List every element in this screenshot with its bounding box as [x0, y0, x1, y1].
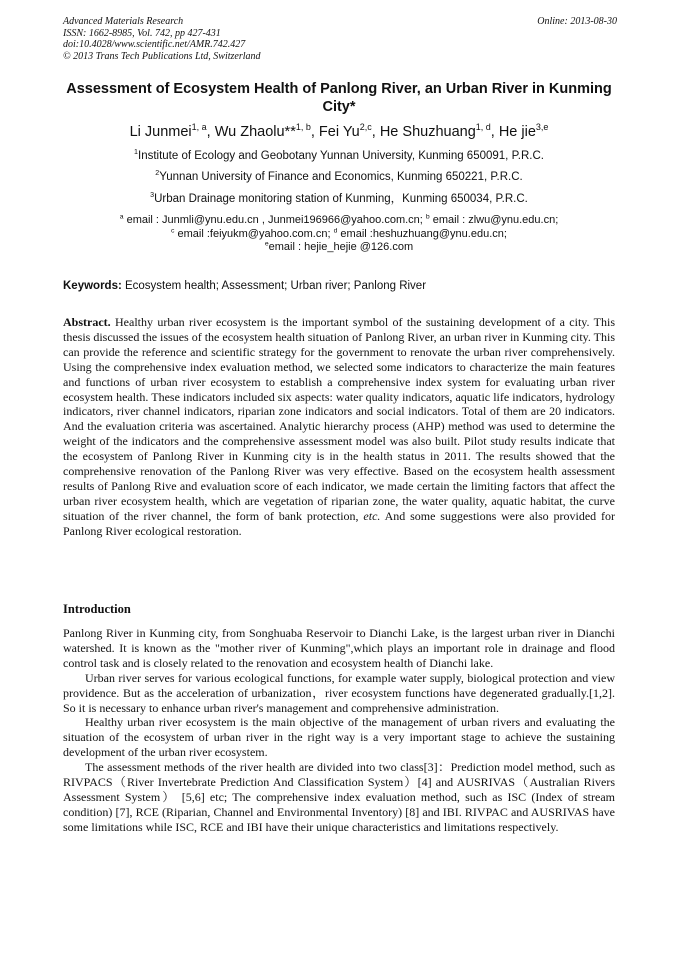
journal-doi: doi:10.4028/www.scientific.net/AMR.742.427 — [63, 39, 246, 50]
journal-header — [63, 16, 617, 62]
affil-mark: 3 — [150, 191, 155, 200]
email-text: email : zlwu@ynu.edu.cn; — [429, 214, 559, 226]
author-name: He jie — [498, 124, 536, 140]
intro-paragraph: Urban river serves for various ecological functions, for example water supply, biological protection and view providence. But as the acceleration of urbanization，river ecosystem functions have degenerated gradually.[1,2]. So it is necessary to enhance urban river's management and comprehensive administration. — [63, 670, 615, 715]
email-text: email :heshuzhuang@ynu.edu.cn; — [337, 227, 507, 240]
keywords-label: Keywords: — [63, 280, 122, 292]
intro-paragraph: Healthy urban river ecosystem is the main objective of the management of urban rivers and evaluating the situation of the ecosystem of urban river in the right way is a very important stage to achieve the sustaining development of the urban river ecosystem. — [63, 715, 615, 760]
author-list — [63, 123, 615, 141]
author-affil-mark: 1, d — [475, 122, 491, 133]
author-name: He Shuzhuang — [379, 124, 476, 140]
keywords-text: Ecosystem health; Assessment; Urban river; Panlong River — [121, 280, 427, 292]
author-separator: , — [490, 124, 499, 140]
author-name: Wu Zhaolu** — [214, 124, 296, 140]
author-separator: , — [310, 124, 319, 140]
journal-issn: ISSN: 1662-8985, Vol. 742, pp 427-431 — [63, 27, 221, 39]
abstract — [63, 315, 615, 539]
intro-paragraph: Panlong River in Kunming city, from Songhuaba Reservoir to Dianchi Lake, is the largest urban river in Dianchi watershed. It is known as the "mother river of Kunming",which plays an important role in drainage and flood control task and is closely related to the renovation and ecosystem health of Dianchi lake. — [63, 626, 615, 670]
abstract-tail: And some suggestions were also provided for Panlong River ecological restoration. — [63, 508, 615, 538]
author-affil-mark: 1, a — [191, 122, 207, 133]
email-mark: b — [425, 213, 430, 221]
affil-text: Yunnan University of Finance and Economics, Kunming 650221, P.R.C. — [159, 171, 523, 183]
keywords — [63, 279, 615, 293]
abstract-text: Healthy urban river ecosystem is the important symbol of the sustaining development of a city. This thesis discussed the issues of the ecosystem health situation of Panlong River, an urban river in Kunming city. This can provide the reference and scientific strategy for the government to renovate the urban river comprehensively. Using the comprehensive index evaluation method, we selected some indicators to characterize the main features and functions of urban river ecosystem to establish a comprehensive index system for evaluating urban river ecosystem health. These indicators included six aspects: water quality indicators, aquatic life indicators, hydrology indicators, river channel indicators, riparian zone indicators and social indicators. Total of them are 20 indicators. And the evaluation criteria was ascertained. Analytic hierarchy process (AHP) method was used to determine the weight of the indicators and the comprehensive assessment model was also built. Pilot study results indicate that the ecosystem of Panlong River in Kunming city is in the health status in 2011. The results showed that the comprehensive renovation of the Panlong River was very effective. Based on the ecosystem health assessment results of Panlong Rive and evaluation score of each indicator, we made certain the limiting factors that affect the urban river ecosystem health, which are vegetation of riparian zone, the water quality, aquatic habitat, the curve situation of the river channel, the form of bank protection, — [63, 315, 615, 523]
affil-mark: 1 — [134, 148, 138, 157]
email-mark: a — [119, 213, 124, 221]
introduction-body — [63, 626, 615, 835]
email-mark: c — [171, 226, 175, 234]
section-heading-introduction: Introduction — [63, 602, 131, 616]
author-affil-mark: 1, b — [295, 122, 311, 133]
affil-text: Urban Drainage monitoring station of Kunming，Kunming 650034, P.R.C. — [154, 193, 528, 205]
email-mark: e — [264, 240, 269, 248]
email-line-1 — [63, 214, 615, 228]
email-mark: d — [333, 226, 338, 234]
email-line-3 — [63, 241, 615, 255]
email-text: email : hejie_hejie @126.com — [268, 241, 414, 253]
paper-title: Assessment of Ecosystem Health of Panlong River, an Urban River in Kunming City* — [66, 81, 612, 115]
author-affil-mark: 2,c — [359, 122, 372, 133]
author-name: Li Junmei — [129, 124, 192, 140]
email-block — [63, 214, 615, 255]
author-affil-mark: 3,e — [535, 122, 549, 133]
journal-name: Advanced Materials Research — [63, 16, 184, 27]
online-date: Online: 2013-08-30 — [537, 16, 617, 27]
author-separator: , — [206, 124, 215, 140]
email-text: email :feiyukm@yahoo.com.cn; — [174, 227, 334, 240]
journal-copyright: © 2013 Trans Tech Publications Ltd, Switzerland — [63, 50, 261, 62]
email-line-2 — [63, 228, 615, 242]
author-separator: , — [371, 124, 380, 140]
abstract-etc: etc. — [363, 508, 381, 523]
affiliation-3 — [63, 192, 615, 206]
affil-text: Institute of Ecology and Geobotany Yunnan University, Kunming 650091, P.R.C. — [138, 150, 544, 162]
email-text: email : Junmli@ynu.edu.cn , Junmei196966@yahoo.com.cn; — [123, 214, 426, 226]
author-name: Fei Yu — [318, 124, 360, 140]
intro-paragraph: The assessment methods of the river health are divided into two class[3]：Prediction model method, such as RIVPACS（River Invertebrate Prediction And Classification System）[4] and AUSRIVAS（Australian Rivers Assessment System） [5,6] etc; The comprehensive index evaluation method, such as ISC (Index of stream condition) [7], RCE (Riparian, Channel and Environmental Inventory) [8] and IBI. RIVPAC and AUSRIVAS have some limitations while ISC, RCE and IBI have their unique characteristics and limitations respectively. — [63, 760, 615, 834]
affiliation-1 — [63, 149, 615, 163]
abstract-label: Abstract. — [63, 315, 111, 329]
affiliation-2 — [63, 170, 615, 184]
affil-mark: 2 — [155, 169, 160, 178]
